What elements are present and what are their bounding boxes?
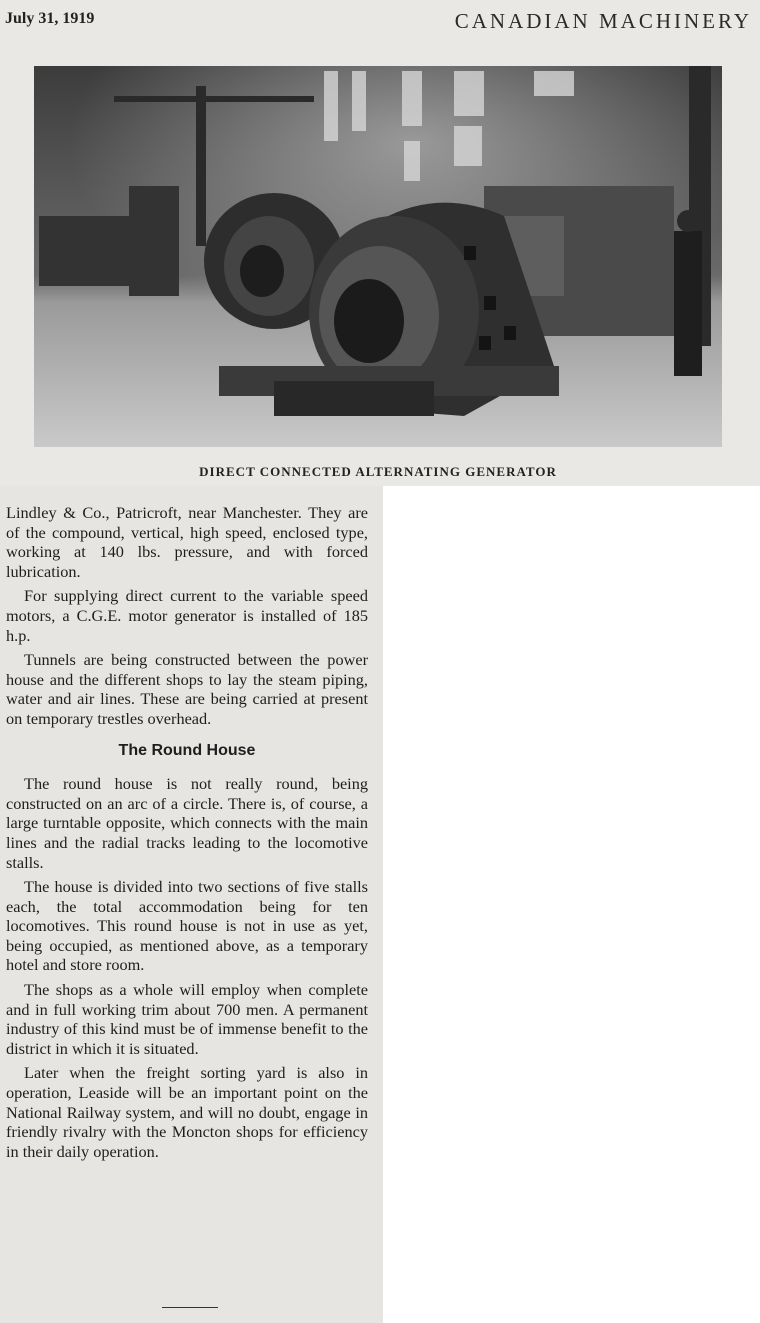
paragraph: For supplying direct current to the variable speed motors, a C.G.E. motor generator is installed of 185 h.p. — [6, 586, 368, 645]
paragraph: Lindley & Co., Patricroft, near Manchester. They are of the compound, vertical, high speed, enclosed type, working at 140 lbs. pressure, and with forced lubrication. — [6, 503, 368, 581]
publication-title: CANADIAN MACHINERY — [454, 9, 752, 33]
paragraph: The house is divided into two sections of five stalls each, the total accommodation being for ten locomotives. This round house is not in use as yet, being occupied, as mentioned above, as a temporary hotel and store room. — [6, 877, 368, 975]
section-heading: The Round House — [118, 741, 256, 759]
end-rule — [162, 1307, 218, 1308]
paragraph: Tunnels are being constructed between the power house and the different shops to lay the steam piping, water and air lines. These are being carried at present on temporary trestles overhead. — [6, 650, 368, 728]
paragraph: The round house is not really round, being constructed on an arc of a circle. There is, of course, a large turntable opposite, which connects with the main lines and the radial tracks leading to the locomotive stalls. — [6, 774, 368, 872]
paragraph: Later when the freight sorting yard is also in operation, Leaside will be an important point on the National Railway system, and will no doubt, engage in friendly rivalry with the Moncton shops for efficiency in their daily operation. — [6, 1063, 368, 1161]
photo-caption: DIRECT CONNECTED ALTERNATING GENERATOR — [199, 464, 557, 479]
article-column — [6, 503, 368, 1166]
paragraph: The shops as a whole will employ when complete and in full working trim about 700 men. A permanent industry of this kind must be of immense benefit to the district in which it is situated. — [6, 980, 368, 1058]
generator-photo — [34, 66, 722, 447]
issue-date: July 31, 1919 — [5, 10, 95, 27]
